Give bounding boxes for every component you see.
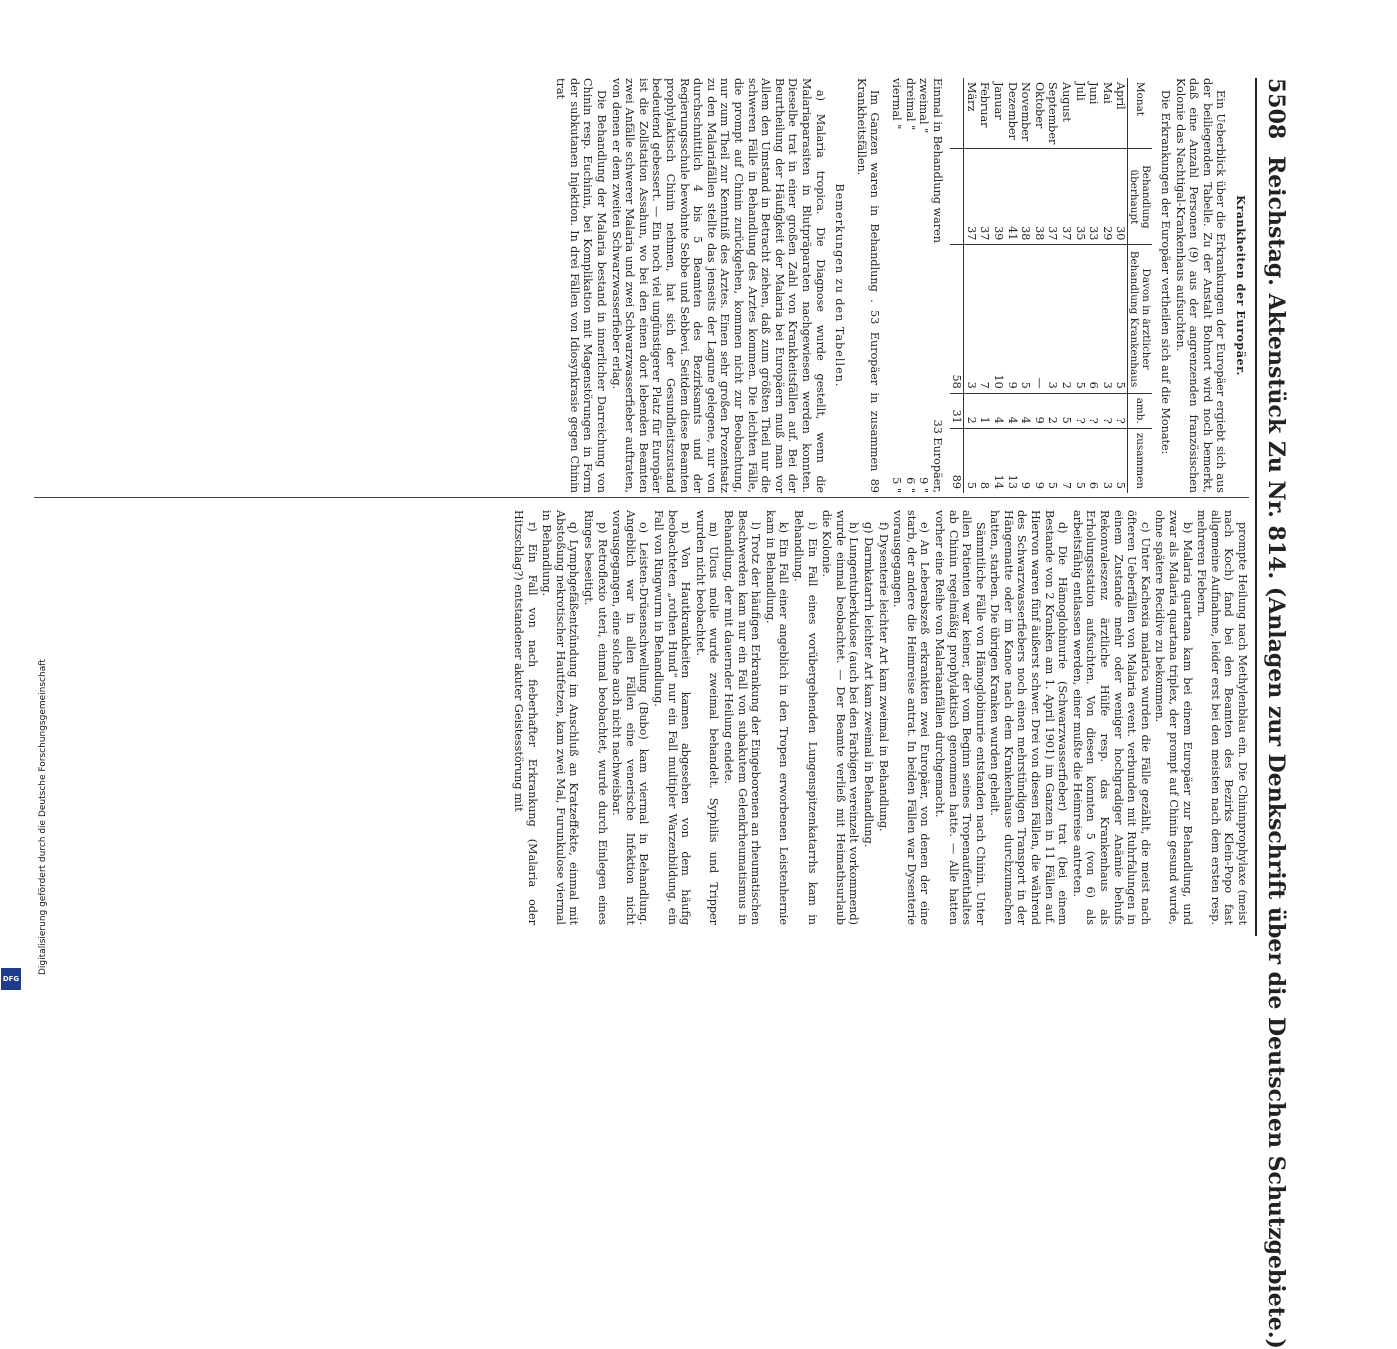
table-header: Davon in ärztlicher Behandlung Krankenhaus: [1128, 245, 1153, 393]
count-value: 5 ": [889, 477, 903, 493]
table-cell: 29: [1100, 149, 1114, 245]
table-row: [1059, 78, 1073, 493]
remark-paragraph: p) Retroflexio uteri, einmal beobachtet, wurde durch Einlegen eines Ringes beseitigt.: [582, 510, 609, 925]
table-cell: 2: [1046, 393, 1060, 428]
table-cell: 1: [978, 393, 992, 428]
column-divider: [34, 497, 1249, 498]
table-cell: 5: [1019, 245, 1033, 393]
table-cell: ?: [1073, 393, 1087, 428]
count-value: 6 ": [903, 477, 917, 493]
table-row: [1019, 78, 1033, 493]
table-cell: Dezember: [1005, 82, 1019, 140]
table-total-row: [950, 78, 964, 493]
table-total-cell: [950, 78, 964, 149]
table-cell: 30: [1114, 149, 1128, 245]
remark-paragraph: n) Von Hautkrankheiten kamen abgesehen von dem häufig beobachteten „rothen Hund“ nur ein Fall multipler Warzenbildung, ein Fall von Ringwurm in Behandlung.: [652, 510, 693, 925]
remark-paragraph: m) Ulcus molle wurde zweimal behandelt. Syphilis und Tripper wurden nicht beobachtet.: [693, 510, 721, 925]
remark-paragraph: prompte Heilung nach Methylenblau ein. Die Chininprophylaxe (meist nach Koch) fand bei den Beamten des Bezirks Klein-Popo fast allgemeine Aufnahme, leider erst bei den meisten nach dem ersten resp. mehreren Fiebern.: [1195, 510, 1249, 925]
table-cell: 39: [992, 149, 1006, 245]
count-line: [889, 78, 903, 493]
table-row: [978, 78, 992, 493]
table-cell: ?: [1114, 393, 1128, 428]
count-value: 9 ": [917, 477, 931, 493]
table-cell: 37: [1059, 149, 1073, 245]
table-cell: 4: [1005, 393, 1019, 428]
table-header: Monat: [1128, 78, 1153, 149]
table-cell: Oktober: [1032, 82, 1046, 129]
count-line: [903, 78, 917, 493]
header-rule: [1255, 78, 1257, 936]
table-row: [1100, 78, 1114, 493]
table-row: [1087, 78, 1101, 493]
table-cell: ?: [1100, 393, 1114, 428]
total-line: Im Ganzen waren in Behandlung . 53 Europäer in zusammen 89 Krankheitsfällen.: [854, 78, 882, 493]
table-total-cell: 89: [950, 428, 964, 493]
remarks-title: Bemerkungen zu den Tabellen.: [833, 183, 847, 388]
table-cell: 3: [964, 245, 978, 393]
page-number: 5508: [1263, 78, 1289, 140]
table-cell: August: [1060, 82, 1074, 122]
table-cell: 7: [978, 245, 992, 393]
table-row: [1032, 78, 1046, 493]
remark-paragraph: d) Die Hämoglobinurie (Schwarzwasserfieber) trat (bei einem Bestande von 2 Kranken am 1. April 1901) im Ganzen in 11 Fällen auf. Hiervon waren fünf äußerst schwer. Drei von diesen Fällen, die während des Schwarzwasserfiebers noch einen mehrstündigen Transport in der Hängematte oder im Kanoe nach dem Krankenhause durchzumachen hatten, starben. Die übrigen Kranken wurden geheilt.: [988, 510, 1070, 925]
remark-paragraph: f) Dysenterie leichter Art kam zweimal in Behandlung.: [876, 522, 890, 832]
table-cell: 13: [1005, 428, 1019, 493]
table-row: [1046, 78, 1060, 493]
left-column: [553, 78, 1249, 493]
table-header: zusammen: [1128, 428, 1153, 493]
table-header-row: [1128, 78, 1153, 493]
table-header: amb.: [1128, 393, 1153, 428]
digitization-credit: Digitalisierung gefördert durch die Deutsche Forschungsgemeinschaft: [38, 659, 48, 975]
remark-paragraph: l) Trotz der häufigen Erkrankung der Eingeborenen an rheumatischen Beschwerden kam nur ein Fall von subakutem Gelenkrheumatismus in Behandlung, der mit dauernder Heilung endete.: [722, 510, 763, 925]
table-cell: März: [964, 82, 978, 112]
table-cell: 10: [992, 245, 1006, 393]
table-cell: 5: [1073, 428, 1087, 493]
table-cell: 3: [1046, 245, 1060, 393]
table-cell: November: [1019, 82, 1033, 142]
table-cell: Mai: [1100, 82, 1114, 104]
remark-paragraph: h) Lungentuberkulose (auch bei den Farbigen vereinzelt vorkommend) wurde einmal beobachtet. — Der Beamte verließ mit Heimathsurlaub die Kolonie.: [820, 510, 861, 925]
table-cell: —: [1032, 245, 1046, 393]
table-cell: April: [1114, 82, 1128, 110]
table-cell: 4: [992, 393, 1006, 428]
monthly-table: [950, 78, 1153, 493]
table-cell: 9: [1032, 428, 1046, 493]
table-total-cell: [950, 149, 964, 245]
table-cell: 5: [964, 428, 978, 493]
table-body: [950, 78, 1128, 493]
table-cell: 2: [964, 393, 978, 428]
remark-paragraph: Sämmtliche Fälle von Hämoglobinurie entstanden nach Chinin. Unter allen Patienten war keiner, der vom Beginn seines Tropenaufenthaltes ab Chinin regelmäßig prophylaktisch genommen hatte. — Alle hatten vorher eine Reihe von Malariaanfällen durchgemacht.: [932, 510, 987, 925]
count-label: dreimal ": [903, 78, 917, 131]
table-cell: 5: [1114, 428, 1128, 493]
table-cell: 6: [1087, 428, 1101, 493]
table-row: [1005, 78, 1019, 493]
table-row: [992, 78, 1006, 493]
table-cell: 38: [1019, 149, 1033, 245]
treatment-counts: [889, 78, 943, 493]
table-cell: 38: [1032, 149, 1046, 245]
table-cell: 37: [964, 149, 978, 245]
table-lead: Die Erkrankungen der Europäer vertheilen sich auf die Monate:: [1159, 90, 1173, 455]
table-cell: 3: [1100, 428, 1114, 493]
table-cell: ?: [1087, 393, 1101, 428]
table-row: [1073, 78, 1087, 493]
count-label: viermal ": [889, 78, 903, 130]
remark-paragraph: k) Ein Fall einer angeblich in den Tropen erworbenen Leistenhernie kam in Behandlung.: [763, 510, 791, 925]
remark-paragraph: o) Leisten-Drüsenschwellung (Bubo) kam viermal in Behandlung. Angeblich war in allen Fällen eine venerische Infektion nicht vorausgegangen, eine solche auch nicht nachweisbar.: [610, 510, 651, 925]
remark-paragraph: i) Ein Fall eines vorübergehenden Lungenspitzenkatarrhs kam in Behandlung.: [792, 510, 819, 925]
table-cell: 8: [978, 428, 992, 493]
table-row: [964, 78, 978, 493]
remark-paragraph: Die Behandlung der Malaria bestand in innerlicher Darreichung von Chinin resp. Euchinin, bei Komplikation mit Magenstörungen in Form der subkutanen Injektion. In drei Fällen von Idiosynkrasie gegen Chinin trat: [554, 78, 609, 493]
table-header: Behandlung überhaupt: [1128, 149, 1153, 245]
table-cell: 5: [1073, 245, 1087, 393]
table-cell: 9: [1019, 428, 1033, 493]
table-cell: 5: [1114, 245, 1128, 393]
intro-paragraph: Ein Ueberblick über die Erkrankungen der Europäer ergiebt sich aus der beiliegenden Tabelle. Zu der Anstalt Bohnort wird noch bemerkt, daß eine Anzahl Personen (9) aus der angrenzenden französischen Kolonie das Nachtigal-Krankenhaus aufsuchten.: [1173, 78, 1228, 493]
table-cell: 4: [1019, 393, 1033, 428]
running-title: Reichstag. Aktenstück Zu Nr. 814. (Anlagen zur Denkschrift über die Deutschen Schutzgebiete.): [1263, 156, 1289, 1349]
table-cell: 33: [1087, 149, 1101, 245]
table-total-cell: 31: [950, 393, 964, 428]
table-cell: Februar: [978, 82, 992, 128]
table-cell: 6: [1087, 245, 1101, 393]
table-cell: 37: [1046, 149, 1060, 245]
section-title: Krankheiten der Europäer.: [1234, 195, 1248, 376]
count-line: [930, 78, 944, 493]
table-row: [1114, 78, 1128, 493]
count-label: zweimal ": [917, 78, 931, 134]
table-cell: 14: [992, 428, 1006, 493]
table-cell: 41: [1005, 149, 1019, 245]
right-column: [511, 510, 1249, 925]
table-cell: Juni: [1087, 82, 1101, 105]
page-header: [1257, 78, 1293, 1349]
table-cell: 5: [1059, 393, 1073, 428]
table-cell: September: [1046, 82, 1060, 145]
remark-paragraph: q) Lymphgefäßentzündung im Anschluß an Kratzeffekte, einmal mit Abstoßung nekrotischer Hautfetzen, kam zwei Mal, Furunkulose viermal in Behandlung.: [540, 510, 581, 925]
remark-paragraph: a) Malaria tropica. Die Diagnose wurde gestellt, wenn die Malariaparasiten in Blutpräparaten nachgewiesen werden konnten. Dieselbe trat in einer großen Zahl von Krankheitsfällen auf. Bei der Beurtheilung der Häufigkeit der Malaria bei Europäern muß man vor Allem den Umstand in Betracht ziehen, daß zum größten Theil nur die schweren Fälle in Behandlung des Arztes kommen. Die leichten Fälle, die prompt auf Chinin zurückgehen, kommen nicht zur Beobachtung, nur zum Theil zur Kenntniß des Arztes. Einen sehr großen Prozentsatz zu den Malariafällen stellte das jenseits der Lagune gelegene, nur von durchschnittlich 4 bis 5 Beamten des Bezirksamts und der Regierungsschule bewohnte Sebbe und Sebbevi. Seitdem diese Beamten prophylaktisch Chinin nehmen, hat sich der Gesundheitszustand bedeutend gebessert. — Ein noch viel ungünstigerer Platz für Europäer ist die Zollstation Assahun, wo bei den einen dort lebenden Beamten zwei Anfälle schwerer Malaria und zwei Schwarzwasserfieber auftraten, von denen er dem zweiten Schwarzwasserfieber erlag.: [609, 78, 827, 493]
table-cell: 2: [1059, 245, 1073, 393]
dfg-logo: DFG: [1, 968, 21, 990]
remark-paragraph: r) Ein Fall von nach fieberhafter Erkrankung (Malaria oder Hitzschlag?) entstandener akuter Geistesstörung mit: [512, 510, 539, 925]
count-value: 33 Europäer,: [930, 419, 944, 493]
remark-paragraph: b) Malaria quartana kam bei einem Europäer zur Behandlung, und zwar als Malaria quartana triplex, der prompt auf Chinin gesund wurde, ohne spätere Recidive zu bekommen.: [1153, 510, 1194, 925]
table-cell: 5: [1046, 428, 1060, 493]
table-cell: Januar: [992, 82, 1006, 120]
count-line: [917, 78, 931, 493]
table-cell: 3: [1100, 245, 1114, 393]
table-cell: 35: [1073, 149, 1087, 245]
table-cell: Juli: [1073, 82, 1087, 101]
table-cell: 7: [1059, 428, 1073, 493]
table-cell: 9: [1032, 393, 1046, 428]
count-label: Einmal in Behandlung waren: [930, 78, 944, 243]
remark-paragraph: e) An Leberabszeß erkrankten zwei Europäer, von denen der eine starb, der andere die Heimreise antrat. In beiden Fällen war Dysenterie vorausgegangen.: [891, 510, 932, 925]
remark-paragraph: g) Darmkatarrh leichter Art kam zweimal in Behandlung.: [861, 522, 875, 848]
remark-paragraph: c) Unter Kachexia malarica wurden die Fälle gezählt, die meist nach öfteren Ueberfällen von Malaria event. verbunden mit Ruhrfalungen in einem Zustande mehr oder weniger hochgradiger Anämie behufs Rekonvaleszenz ärztliche Hülfe resp. das Krankenhaus als Erholungsstation aufsuchten. Von diesen konnten 5 (von 6) als arbeitsfähig entlassen werden, einer mußte die Heimreise antreten.: [1070, 510, 1152, 925]
table-total-cell: 58: [950, 245, 964, 393]
table-cell: 9: [1005, 245, 1019, 393]
table-cell: 37: [978, 149, 992, 245]
